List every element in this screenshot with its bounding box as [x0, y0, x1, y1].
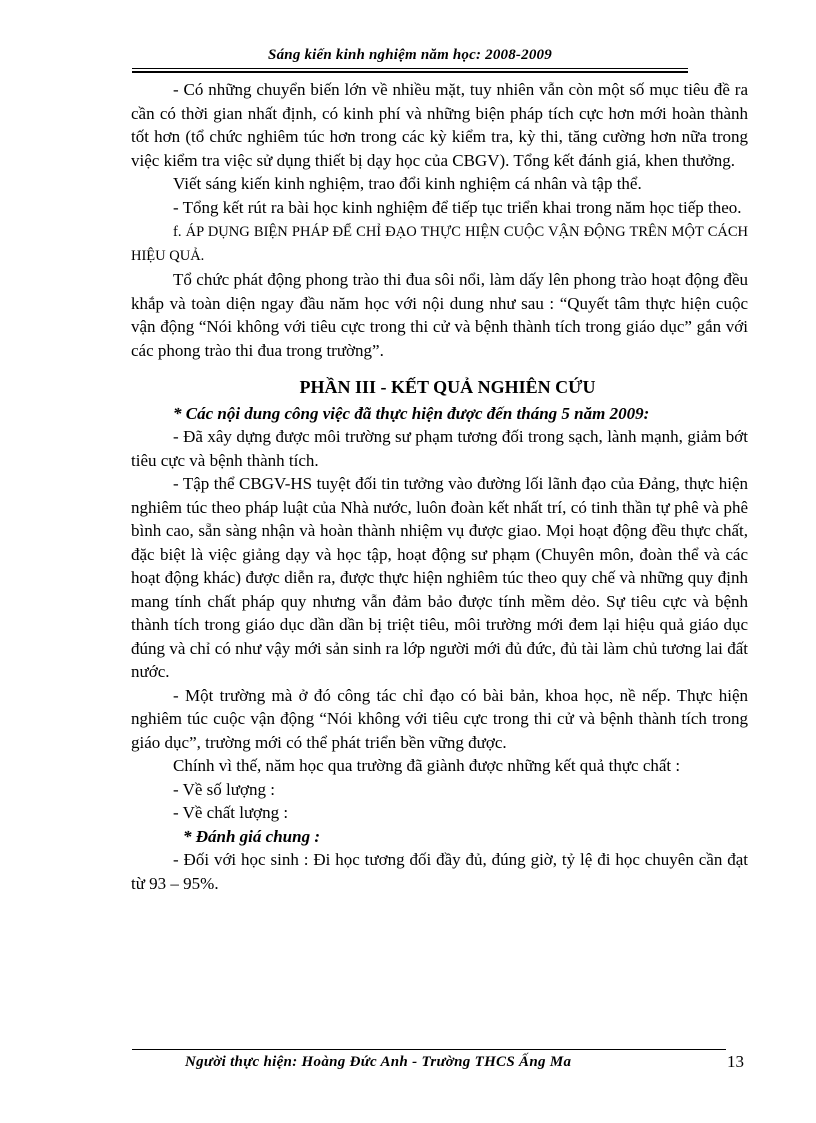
list-item: - Về số lượng : — [173, 779, 275, 799]
paragraph: - Một trường mà ở đó công tác chỉ đạo có bài bản, khoa học, nề nếp. Thực hiện nghiêm túc cuộc vận động “Nói không với tiêu cực trong thi cử và bệnh thành tích trong giáo dục”, trường mới có thể phát triển bền vững được. — [131, 685, 748, 752]
part-heading: PHẦN III - KẾT QUẢ NGHIÊN CỨU — [299, 377, 596, 397]
paragraph: Tổ chức phát động phong trào thi đua sôi nổi, làm dấy lên phong trào hoạt động đều khắp và toàn diện ngay đầu năm học với nội dung như sau : “Quyết tâm thực hiện cuộc vận động “Nói không với tiêu cực trong thi cử và bệnh thành tích trong giáo dục” gắn với các phong trào thi đua trong trường”. — [131, 270, 748, 360]
paragraph: - Đã xây dựng được môi trường sư phạm tương đối trong sạch, lành mạnh, giảm bớt tiêu cực và bệnh thành tích. — [131, 427, 748, 470]
paragraph: - Tập thể CBGV-HS tuyệt đối tin tưởng vào đường lối lãnh đạo của Đảng, thực hiện nghiêm túc theo pháp luật của Nhà nước, luôn đoàn kết nhất trí, có tinh thần tự phê và phê bình cao, sẵn sàng nhận và hoàn thành nhiệm vụ được giao. Mọi hoạt động đều thực chất, đặc biệt là việc giảng dạy và học tập, hoạt động sư phạm (Chuyên môn, đoàn thể và các hoạt động khác) được diễn ra, được thực hiện nghiêm túc theo quy chế và những quy định mang tính chất pháp quy nhưng vẫn đảm bảo được tính mềm dẻo. Sự tiêu cực và bệnh thành tích trong giáo dục dần dần bị triệt tiêu, môi trường mới đem lại hiệu quả giáo dục đúng và chỉ có như vậy mới sản sinh ra lớp người mới đủ đức, đủ tài làm chủ tương lai đất nước. — [131, 474, 748, 681]
paragraph: - Đối với học sinh : Đi học tương đối đầy đủ, đúng giờ, tỷ lệ đi học chuyên cần đạt từ 93 – 95%. — [131, 850, 748, 893]
footer-rule — [132, 1049, 726, 1050]
header-rule-thick — [132, 71, 688, 73]
subsection-heading: * Các nội dung công việc đã thực hiện được đến tháng 5 năm 2009: — [173, 403, 650, 423]
paragraph: - Tổng kết rút ra bài học kinh nghiệm để tiếp tục triển khai trong năm học tiếp theo. — [173, 197, 742, 217]
header-rule — [132, 68, 688, 69]
paragraph: Chính vì thế, năm học qua trường đã giành được những kết quả thực chất : — [173, 756, 681, 775]
section-heading-f: f. ÁP DỤNG BIỆN PHÁP ĐỂ CHỈ ĐẠO THỰC HIỆN CUỘC VẬN ĐỘNG TRÊN MỘT CÁCH HIỆU QUẢ. — [131, 224, 748, 264]
page-header: Sáng kiến kinh nghiệm năm học: 2008-2009 — [268, 47, 552, 63]
page-footer: Người thực hiện: Hoàng Đức Anh - Trường THCS Ấng Ma — [185, 1054, 572, 1070]
subsection-heading: * Đánh giá chung : — [183, 826, 320, 846]
list-item: - Về chất lượng : — [173, 803, 289, 822]
document-body — [131, 78, 748, 895]
page-number: 13 — [727, 1052, 744, 1071]
paragraph: Viết sáng kiến kinh nghiệm, trao đổi kinh nghiệm cá nhân và tập thể. — [173, 174, 642, 193]
paragraph: - Có những chuyển biến lớn về nhiều mặt, tuy nhiên vẫn còn một số mục tiêu đề ra cần có thời gian nhất định, có kinh phí và những biện pháp tích cực hơn mới hoàn thành tốt hơn (tổ chức nghiêm túc hơn trong các kỳ kiểm tra, kỳ thi, tăng cường hơn nữa trong việc kiểm tra việc sử dụng thiết bị dạy học của CBGV). Tổng kết đánh giá, khen thưởng. — [131, 80, 748, 170]
